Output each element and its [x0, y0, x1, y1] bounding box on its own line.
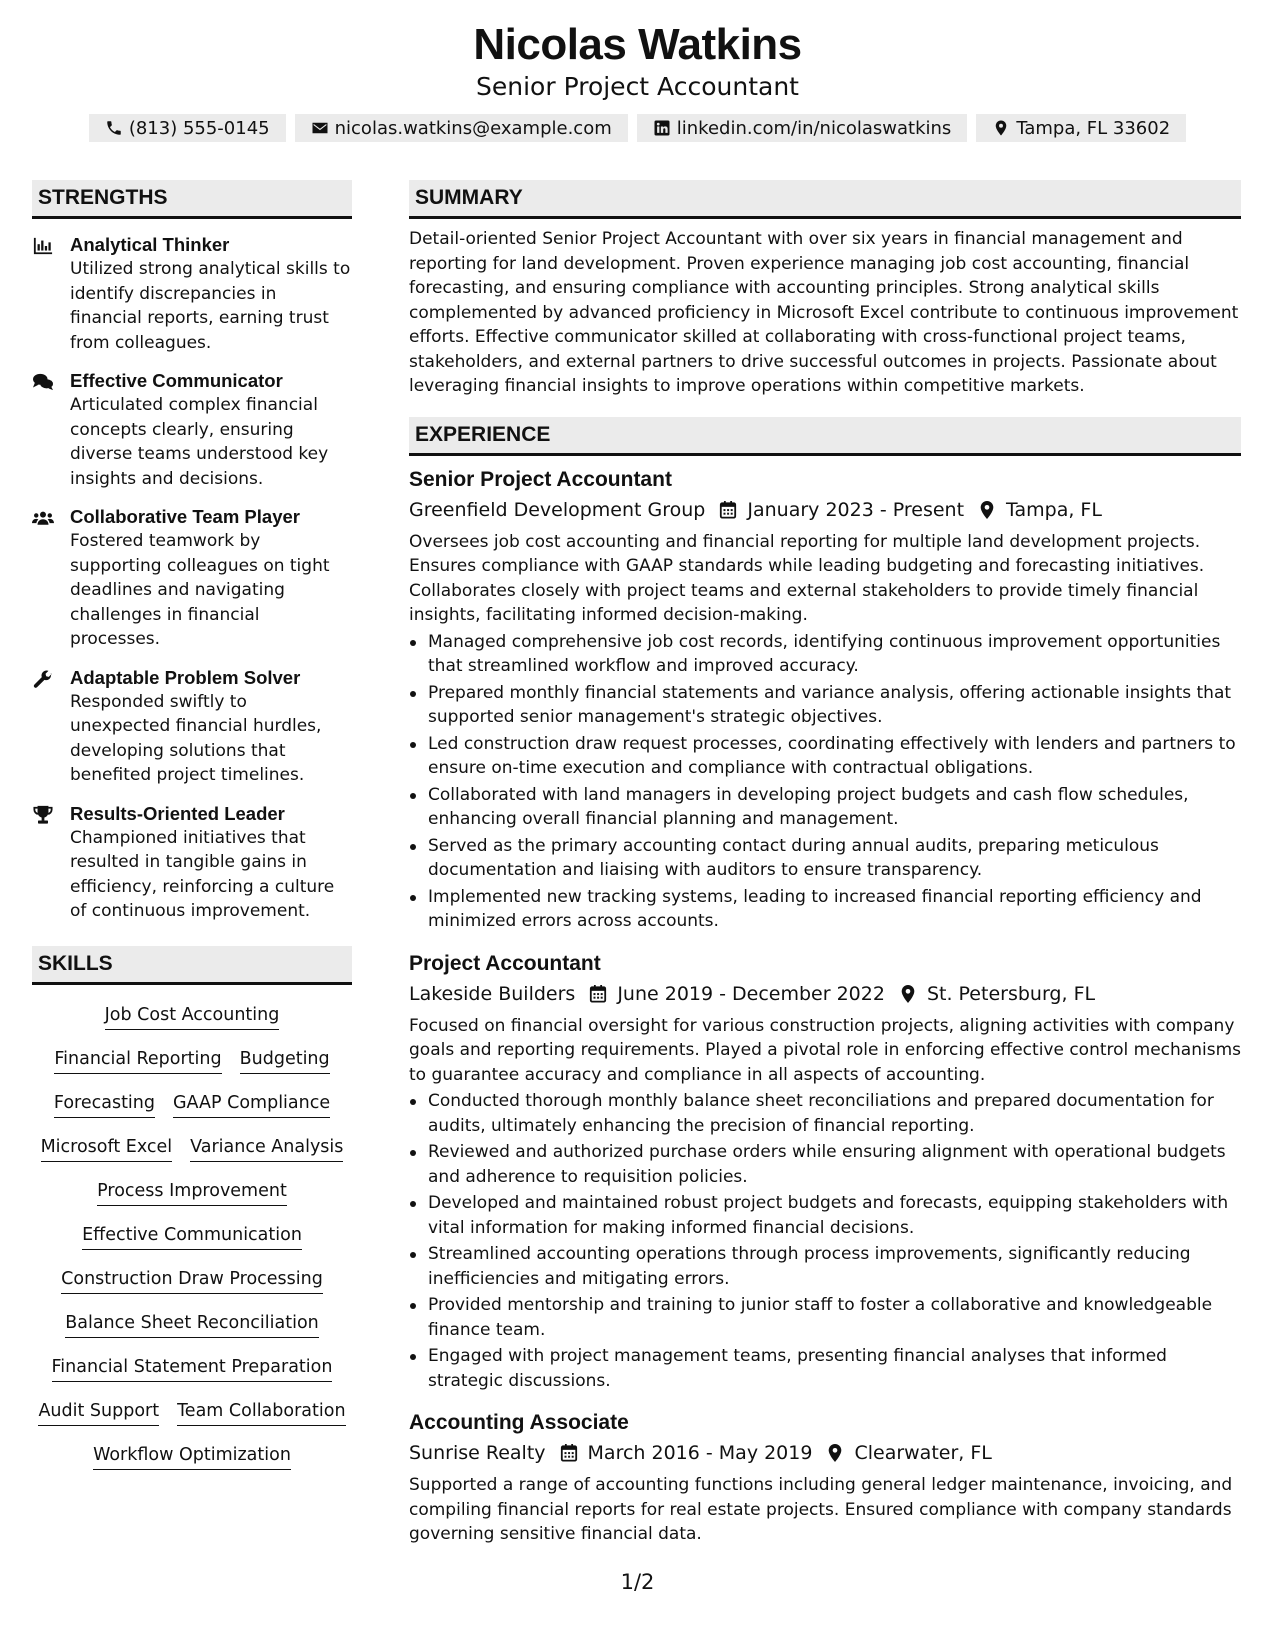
map-pin-icon	[826, 1443, 844, 1463]
job-meta	[409, 979, 1241, 1009]
experience-heading: EXPERIENCE	[409, 417, 1241, 456]
job-bullet: Served as the primary accounting contact during annual audits, preparing meticulous documentation and liaising with auditors to ensure transparency.	[409, 834, 1241, 883]
envelope-icon	[311, 119, 329, 137]
skill-tag: Variance Analysis	[190, 1135, 343, 1162]
job-location: Tampa, FL	[1006, 498, 1102, 521]
job-bullets	[409, 1089, 1241, 1393]
job-bullet: Led construction draw request processes, coordinating effectively with lenders and partners to ensure on-time execution and compliance with contractual obligations.	[409, 732, 1241, 781]
job-meta	[409, 495, 1241, 525]
strength-item	[32, 666, 352, 788]
contact-linkedin-text: linkedin.com/in/nicolaswatkins	[676, 117, 952, 139]
calendar-icon	[560, 1443, 578, 1463]
job-company: Lakeside Builders	[409, 982, 576, 1005]
skill-tag: Balance Sheet Reconciliation	[65, 1311, 319, 1338]
job-bullet: Reviewed and authorized purchase orders while ensuring alignment with operational budgets and adherence to requisition policies.	[409, 1140, 1241, 1189]
candidate-name: Nicolas Watkins	[473, 20, 802, 69]
job-title: Project Accountant	[409, 951, 601, 975]
map-pin-icon	[992, 119, 1010, 137]
strength-title: Results-Oriented Leader	[70, 802, 285, 824]
skill-tag: Effective Communication	[82, 1223, 302, 1250]
job-description: Focused on financial oversight for various construction projects, aligning activities with company goals and reporting requirements. Played a pivotal role in enforcing effective control mechanisms to guarantee accuracy and compliance in all aspects of accounting.	[409, 1015, 1241, 1085]
phone-icon	[105, 119, 123, 137]
skill-tag: Financial Reporting	[54, 1047, 221, 1074]
job-entry	[409, 1409, 1241, 1547]
skill-tag: Construction Draw Processing	[61, 1267, 323, 1294]
job-entry	[409, 466, 1241, 934]
strength-title: Analytical Thinker	[70, 234, 230, 255]
job-location: St. Petersburg, FL	[926, 982, 1096, 1005]
summary-text: Detail-oriented Senior Project Accountant with over six years in financial management and reporting for land development. Proven experience managing job cost accounting, financial forecasting, and ensuring compliance with accounting principles. Strong analytical skills complemented by advanced proficiency in Microsoft Excel contribute to continuous improvement efforts. Effective communicator skilled at collaborating with cross-functional project teams, stakeholders, and external partners to drive successful outcomes in projects. Passionate about leveraging financial insights to improve operations within competitive markets.	[409, 229, 1239, 396]
users-icon	[32, 508, 54, 528]
job-bullet: Provided mentorship and training to junior staff to foster a collaborative and knowledgeable finance team.	[409, 1293, 1241, 1342]
wrench-icon	[32, 669, 54, 689]
job-entry	[409, 950, 1241, 1394]
skill-tag: Team Collaboration	[177, 1399, 345, 1426]
skill-tag: Financial Statement Preparation	[52, 1355, 333, 1382]
strength-title: Collaborative Team Player	[70, 506, 300, 527]
contact-location-text: Tampa, FL 33602	[1016, 117, 1171, 139]
job-bullets	[409, 630, 1241, 934]
contact-email-text: nicolas.watkins@example.com	[334, 117, 612, 139]
strength-description: Responded swiftly to unexpected financial hurdles, developing solutions that benefited project timelines.	[70, 691, 322, 785]
contact-email[interactable]	[295, 114, 628, 142]
job-bullet: Collaborated with land managers in developing project budgets and cash flow schedules, enhancing overall financial planning and management.	[409, 783, 1241, 832]
strength-description: Championed initiatives that resulted in tangible gains in efficiency, reinforcing a culture of continuous improvement.	[70, 827, 335, 921]
comments-icon	[32, 372, 54, 392]
job-dates: June 2019 - December 2022	[617, 982, 885, 1005]
left-column	[32, 180, 352, 1470]
strength-description: Utilized strong analytical skills to identify discrepancies in financial reports, earning trust from colleagues.	[70, 259, 351, 353]
candidate-title: Senior Project Accountant	[476, 72, 799, 101]
trophy-icon	[32, 805, 54, 825]
skill-tag: Process Improvement	[97, 1179, 287, 1206]
skill-tag: Budgeting	[240, 1047, 330, 1074]
job-description: Oversees job cost accounting and financial reporting for multiple land development projects. Ensures compliance with GAAP standards while leading budgeting and forecasting initiatives. Collaborates closely with project teams and external stakeholders to provide timely financial insights, facilitating informed decision-making.	[409, 531, 1205, 625]
contact-phone[interactable]	[89, 114, 286, 142]
job-bullet: Engaged with project management teams, presenting financial analyses that informed strategic discussions.	[409, 1344, 1241, 1393]
job-bullet: Managed comprehensive job cost records, identifying continuous improvement opportunities that streamlined workflow and improved accuracy.	[409, 630, 1241, 679]
job-description: Supported a range of accounting functions including general ledger maintenance, invoicing, and compiling financial reports for real estate projects. Ensured compliance with company standards governing sensitive financial data.	[409, 1475, 1233, 1544]
job-company: Greenfield Development Group	[409, 498, 706, 521]
calendar-icon	[719, 500, 737, 520]
calendar-icon	[589, 984, 607, 1004]
strength-item	[32, 369, 352, 491]
strength-title: Effective Communicator	[70, 370, 283, 391]
strength-description: Articulated complex financial concepts clearly, ensuring diverse teams understood key insights and decisions.	[70, 395, 329, 489]
strength-item	[32, 802, 352, 924]
skill-tag: Forecasting	[54, 1091, 155, 1118]
right-column	[409, 180, 1241, 1547]
strength-title: Adaptable Problem Solver	[70, 666, 301, 688]
strengths-heading: STRENGTHS	[32, 180, 352, 219]
job-title: Accounting Associate	[409, 1411, 629, 1434]
contact-linkedin[interactable]	[637, 114, 968, 142]
job-bullet: Streamlined accounting operations through process improvements, significantly reducing inefficiencies and mitigating errors.	[409, 1242, 1241, 1291]
skill-tag: GAAP Compliance	[173, 1091, 330, 1118]
job-dates: January 2023 - Present	[747, 498, 965, 521]
job-bullet: Implemented new tracking systems, leading to increased financial reporting efficiency and minimized errors across accounts.	[409, 885, 1241, 934]
summary-heading: SUMMARY	[409, 180, 1241, 219]
skill-tag: Audit Support	[38, 1399, 159, 1426]
contact-phone-text: (813) 555-0145	[128, 117, 270, 139]
job-bullet: Prepared monthly financial statements and variance analysis, offering actionable insights that supported senior management's strategic objectives.	[409, 681, 1241, 730]
job-location: Clearwater, FL	[854, 1442, 992, 1464]
contact-location	[976, 114, 1186, 142]
job-company: Sunrise Realty	[409, 1442, 546, 1464]
job-bullet: Conducted thorough monthly balance sheet reconciliations and prepared documentation for audits, ultimately enhancing the precision of financial reporting.	[409, 1089, 1241, 1138]
contact-bar	[0, 114, 1275, 142]
page-number: 1/2	[620, 1570, 655, 1594]
map-pin-icon	[899, 984, 917, 1004]
job-title: Senior Project Accountant	[409, 467, 672, 491]
skill-tag: Microsoft Excel	[41, 1135, 173, 1162]
job-meta	[409, 1438, 1241, 1468]
skill-tag: Workflow Optimization	[93, 1443, 291, 1470]
strength-item	[32, 233, 352, 355]
skill-tag: Job Cost Accounting	[105, 1003, 280, 1030]
job-dates: March 2016 - May 2019	[587, 1442, 813, 1464]
linkedin-icon	[653, 119, 671, 137]
skills-list	[32, 985, 352, 1470]
bar-chart-icon	[32, 236, 54, 256]
strength-description: Fostered teamwork by supporting colleagues on tight deadlines and navigating challenges in financial processes.	[70, 531, 330, 649]
skills-heading: SKILLS	[32, 946, 352, 985]
job-bullet: Developed and maintained robust project budgets and forecasts, equipping stakeholders with vital information for making informed financial decisions.	[409, 1191, 1241, 1240]
strength-item	[32, 505, 352, 652]
map-pin-icon	[978, 500, 996, 520]
